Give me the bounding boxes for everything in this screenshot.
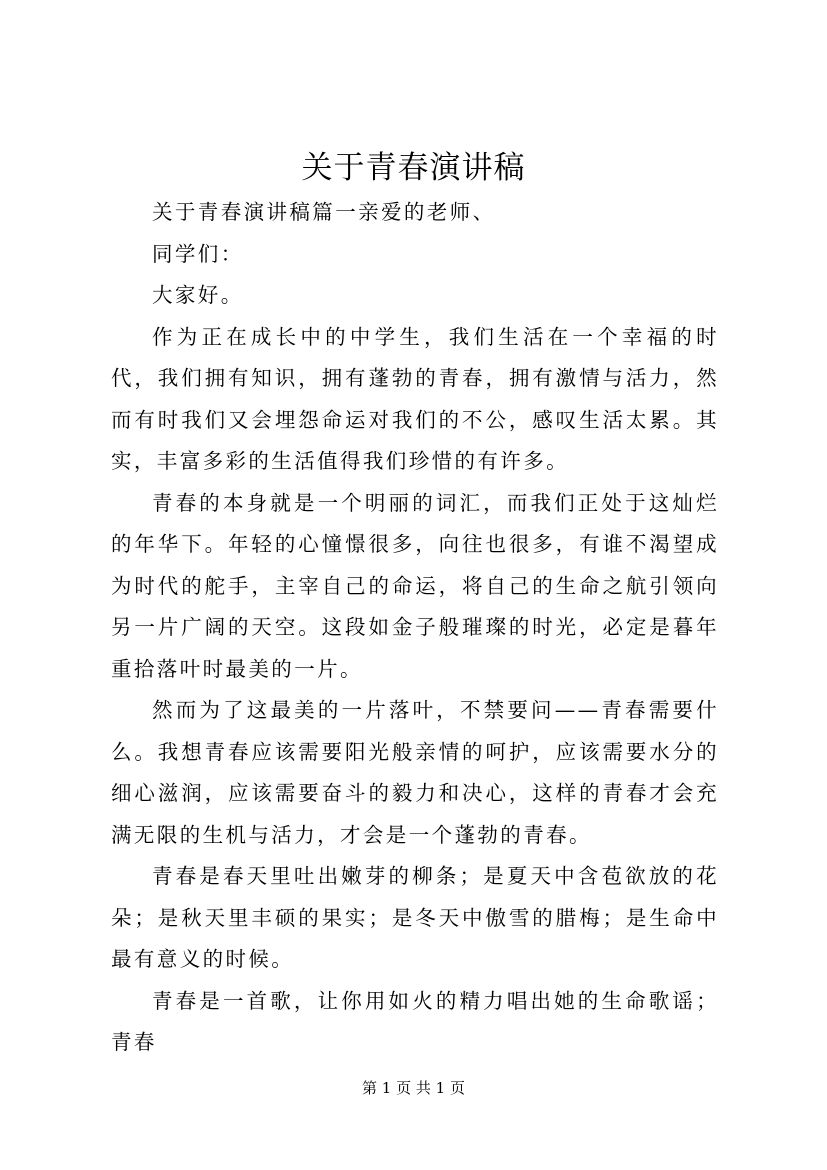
document-body <box>111 192 719 1064</box>
paragraph-body-3: 然而为了这最美的一片落叶，不禁要问——青春需要什么。我想青春应该需要阳光般亲情的呵护，应该需要水分的细心滋润，应该需要奋斗的毅力和决心，这样的青春才会充满无限的生机与活力，才会是一个蓬勃的青春。 <box>111 698 719 847</box>
paragraph-body-2: 青春的本身就是一个明丽的词汇，而我们正处于这灿烂的年华下。年轻的心憧憬很多，向往也很多，有谁不渴望成为时代的舵手，主宰自己的命运，将自己的生命之航引领向另一片广阔的天空。这段如金子般璀璨的时光，必定是暮年重拾落叶时最美的一片。 <box>111 490 719 681</box>
paragraph-body-1: 作为正在成长中的中学生，我们生活在一个幸福的时代，我们拥有知识，拥有蓬勃的青春，拥有激情与活力，然而有时我们又会埋怨命运对我们的不公，感叹生活太累。其实，丰富多彩的生活值得我们珍惜的有许多。 <box>111 324 719 473</box>
document-title: 关于青春演讲稿 <box>301 150 526 186</box>
page-footer: 第 1 页 共 1 页 <box>362 1079 465 1097</box>
paragraph-salutation: 关于青春演讲稿篇一亲爱的老师、 <box>152 200 496 224</box>
paragraph-greeting: 大家好。 <box>152 283 244 307</box>
paragraph-body-5: 青春是一首歌，让你用如火的精力唱出她的生命歌谣；青春 <box>111 988 719 1054</box>
paragraph-body-4: 青春是春天里吐出嫩芽的柳条；是夏天中含苞欲放的花朵；是秋天里丰硕的果实；是冬天中傲雪的腊梅；是生命中最有意义的时候。 <box>111 864 719 971</box>
paragraph-classmates: 同学们： <box>152 241 244 266</box>
